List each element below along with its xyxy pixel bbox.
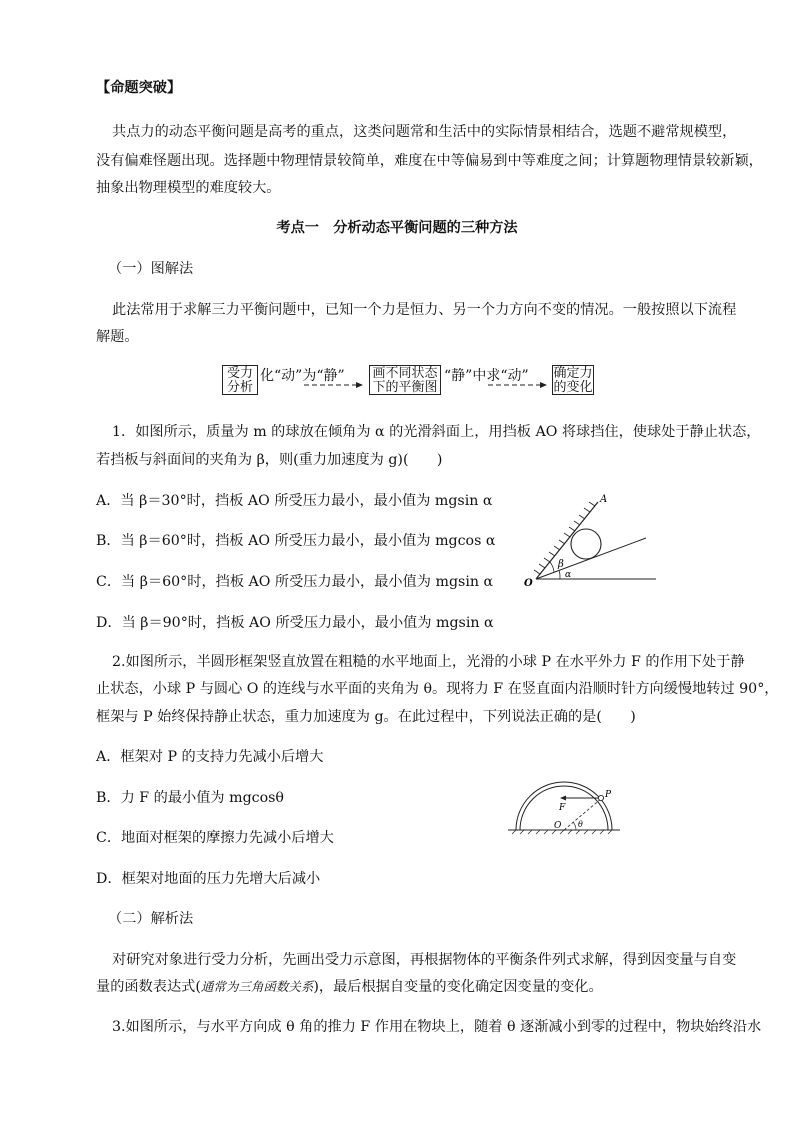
q1-label-a: A [600,494,608,505]
intro-line-2: 没有偏难怪题出现。选择题中物理情景较简单，难度在中等偏易到中等难度之间；计算题物理情景较新颖， [96,153,763,169]
method2-title: （二）解析法 [108,911,194,927]
flow-arrow-2-icon [488,381,548,389]
q1-option-d: D．当 β＝90°时，挡板 AO 所受压力最小，最小值为 mgsin α [96,615,494,631]
intro-line-3: 抽象出物理模型的难度较大。 [96,180,281,196]
q3-stem-line-1: 3.如图所示，与水平方向成 θ 角的推力 F 作用在物块上，随着 θ 逐渐减小到零的过程中，物块始终沿水 [112,1019,762,1035]
q2-label-o: O [554,821,562,831]
intro-line-1: 共点力的动态平衡问题是高考的重点，这类问题常和生活中的实际情景相结合，选题不避常规模型， [112,124,737,140]
section-title: 考点一 分析动态平衡问题的三种方法 [276,220,518,236]
flow-arrow-2-label: “静”中求“动” [444,368,529,384]
q1-stem-line-2: 若挡板与斜面间的夹角为 β，则(重力加速度为 g)( ) [96,452,443,468]
q1-option-a: A．当 β＝30°时，挡板 AO 所受压力最小，最小值为 mgsin α [96,493,493,509]
q2-option-d: D．框架对地面的压力先增大后减小 [96,871,321,887]
q1-label-beta: β [558,559,564,570]
q2-option-b: B．力 F 的最小值为 mgcosθ [96,790,284,806]
q2-label-theta: θ [578,820,583,829]
q1-stem-line-1: 1．如图所示，质量为 m 的球放在倾角为 α 的光滑斜面上，用挡板 AO 将球挡住，使球处于静止状态， [112,424,761,440]
q2-option-c: C．地面对框架的摩擦力先减小后增大 [96,830,334,846]
method1-title: （一）图解法 [108,261,194,277]
method2-desc-note: 通常为三角函数关系 [200,979,314,994]
method1-desc-line-2: 解题。 [96,329,139,345]
q1-option-b: B．当 β＝60°时，挡板 AO 所受压力最小，最小值为 mgcos α [96,533,496,549]
flow-arrow-1-label: 化“动”为“静” [260,368,345,384]
flow-arrow-1-icon [304,381,364,389]
method1-desc-line-1: 此法常用于求解三力平衡问题中，已知一个力是恒力、另一个力方向不变的情况。一般按照以下流程 [112,302,737,318]
flow-box-force-analysis: 受力 分析 [222,365,258,395]
q1-option-c: C．当 β＝60°时，挡板 AO 所受压力最小，最小值为 mgsin α [96,574,494,590]
q2-stem-line-3: 框架与 P 始终保持静止状态，重力加速度为 g。在此过程中，下列说法正确的是( ) [96,709,636,725]
q1-incline-figure [518,490,658,590]
flow-box-force-change: 确定力 的变化 [553,366,593,395]
q2-semicircle-figure [504,770,624,836]
q2-label-f: F [559,803,566,813]
method2-desc-line-1: 对研究对象进行受力分析，先画出受力示意图，再根据物体的平衡条件列式求解，得到因变量与自变 [112,952,737,968]
q2-label-p: P [605,790,612,800]
flow-box-balance-diagram: 画不同状态 下的平衡图 [369,365,441,395]
q2-stem-line-1: 2.如图所示，半圆形框架竖直放置在粗糙的水平地面上，光滑的小球 P 在水平外力 F 的作用下处于静 [112,654,745,670]
q1-label-alpha: α [565,570,572,580]
q2-stem-line-2: 止状态，小球 P 与圆心 O 的连线与水平面的夹角为 θ。现将力 F 在竖直面内沿顺时针方向缓慢地转过 90°， [96,681,779,697]
q2-option-a: A．框架对 P 的支持力先减小后增大 [96,749,324,765]
method2-desc-line-2: 量的函数表达式(通常为三角函数关系)，最后根据自变量的变化确定因变量的变化。 [96,979,603,995]
heading: 【命题突破】 [96,80,182,96]
q1-label-o: O [524,578,533,589]
